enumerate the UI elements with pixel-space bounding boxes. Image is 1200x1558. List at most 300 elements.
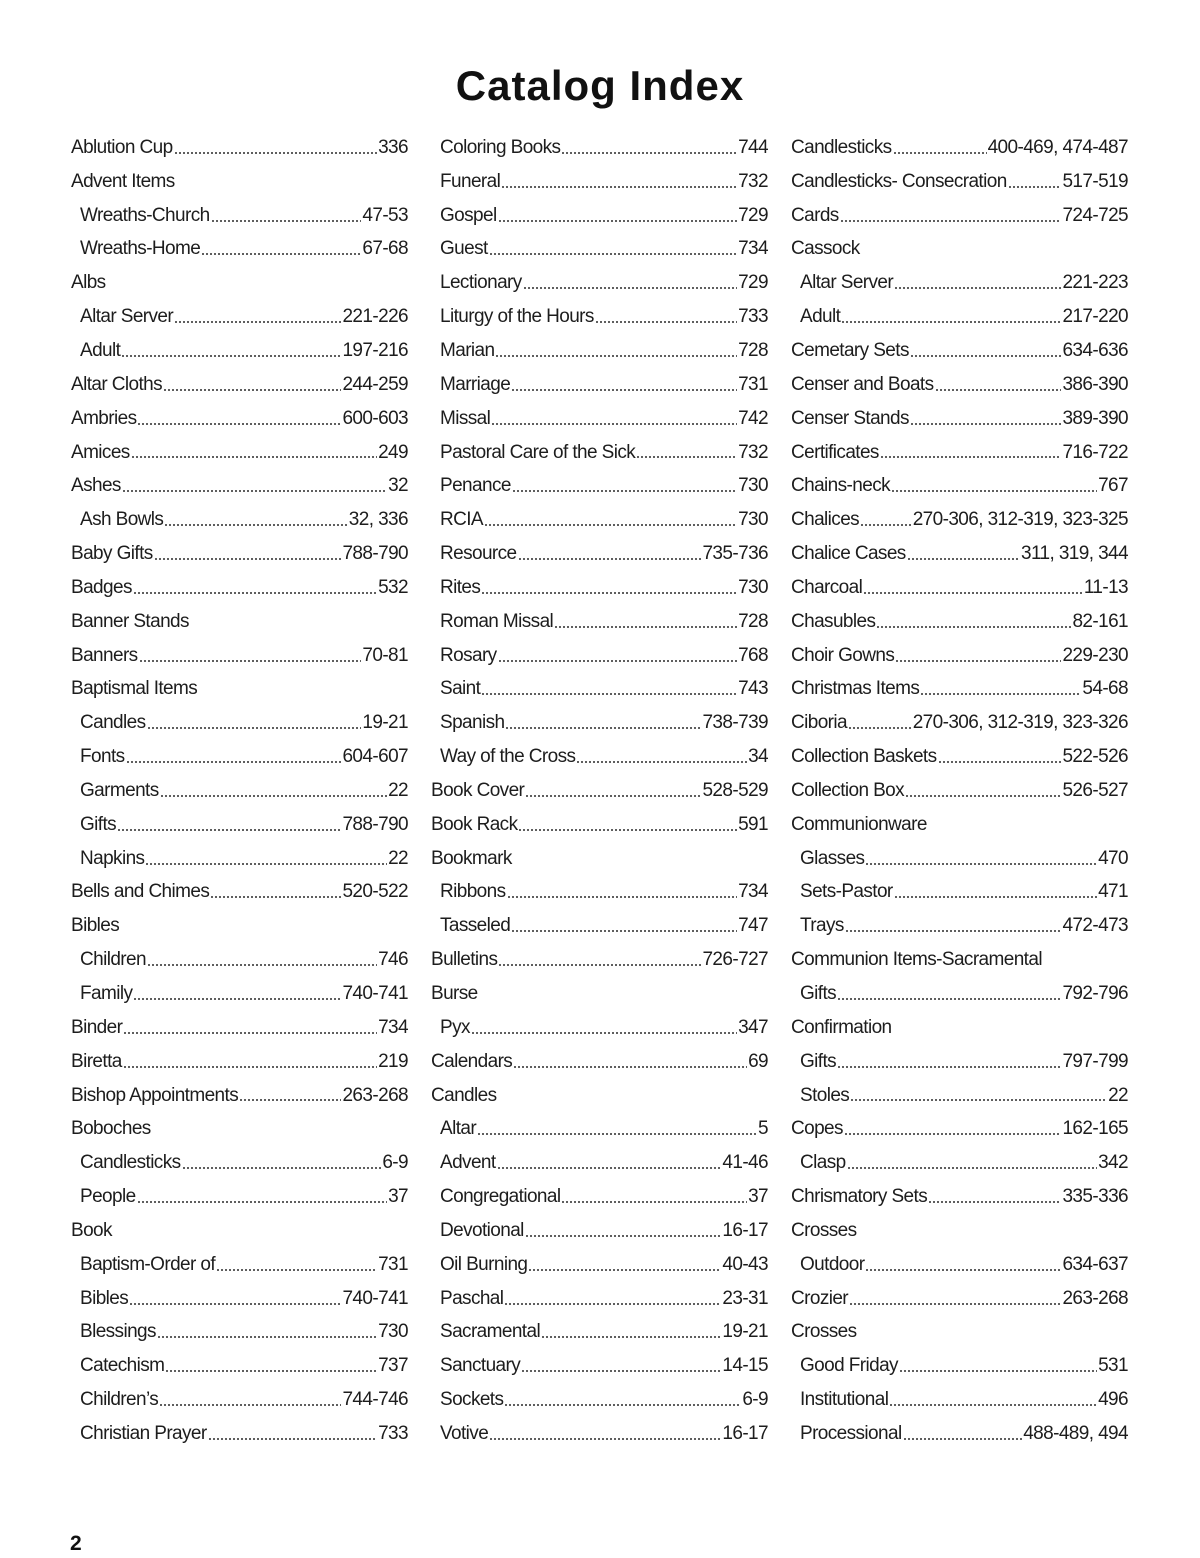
entry-name: Fonts [80, 746, 125, 768]
entry-name: Altar [440, 1118, 477, 1140]
entry-name: Chrismatory Sets [791, 1186, 928, 1208]
entry-pages: 732 [738, 441, 768, 463]
entry-name: Ambries [71, 407, 137, 429]
dot-leader [163, 389, 341, 391]
dot-leader [518, 829, 737, 831]
index-entry [791, 199, 1128, 233]
entry-pages: 600-603 [342, 407, 408, 429]
entry-pages: 526-527 [1062, 779, 1128, 801]
entry-name: Tasseled [440, 915, 511, 937]
index-column-3 [791, 131, 1128, 1451]
entry-pages: 470 [1098, 847, 1128, 869]
entry-name: Pastoral Care of the Sick [440, 441, 636, 463]
entry-pages: 471 [1098, 881, 1128, 903]
dot-leader [164, 524, 347, 526]
entry-pages: 14-15 [722, 1355, 768, 1377]
index-entry [71, 1214, 408, 1248]
entry-name: Altar Cloths [71, 373, 163, 395]
index-entry [71, 571, 408, 605]
dot-leader [910, 355, 1062, 357]
entry-name: Choir Gowns [791, 644, 895, 666]
index-subentry [71, 1248, 408, 1282]
entry-name: Advent [440, 1152, 496, 1174]
entry-name: Sets-Pastor [800, 881, 893, 903]
dot-leader [518, 558, 702, 560]
dot-leader [847, 1167, 1098, 1169]
entry-name: Censer Stands [791, 407, 909, 429]
dot-leader [498, 964, 701, 966]
entry-pages: 730 [738, 475, 768, 497]
entry-pages: 67-68 [362, 238, 408, 260]
index-entry [791, 808, 1128, 842]
entry-pages: 336 [378, 136, 408, 158]
entry-name: Ashes [71, 475, 121, 497]
dot-leader [849, 1303, 1061, 1305]
entry-pages: 731 [378, 1253, 408, 1275]
index-subentry [431, 1383, 768, 1417]
dot-leader [159, 1404, 341, 1406]
dot-leader [865, 1269, 1061, 1271]
entry-name: Sacramental [440, 1321, 541, 1343]
index-subentry [431, 199, 768, 233]
entry-name: Christian Prayer [80, 1422, 207, 1444]
entry-pages: 6-9 [382, 1152, 408, 1174]
index-entry [71, 1011, 408, 1045]
index-entry [71, 469, 408, 503]
entry-pages: 733 [378, 1422, 408, 1444]
index-entry [71, 436, 408, 470]
dot-leader [208, 1438, 377, 1440]
entry-name: Gospel [440, 204, 497, 226]
entry-pages: 728 [738, 339, 768, 361]
dot-leader [126, 761, 342, 763]
index-entry [71, 1112, 408, 1146]
dot-leader [137, 423, 341, 425]
entry-pages: 335-336 [1062, 1186, 1128, 1208]
dot-leader [182, 1167, 382, 1169]
entry-pages: 528-529 [702, 779, 768, 801]
entry-name: Book [71, 1219, 112, 1241]
entry-pages: 742 [738, 407, 768, 429]
dot-leader [511, 389, 737, 391]
entry-name: Gifts [800, 983, 837, 1005]
index-subentry [431, 1282, 768, 1316]
dot-leader [121, 355, 341, 357]
entry-name: Gifts [800, 1050, 837, 1072]
index-entry [71, 266, 408, 300]
index-entry [791, 1011, 1128, 1045]
entry-name: Children [80, 949, 146, 971]
entry-name: Bookmark [431, 847, 512, 869]
entry-pages: 32, 336 [348, 509, 408, 531]
entry-name: Altar Server [800, 272, 894, 294]
entry-name: Book Rack [431, 813, 518, 835]
dot-leader [928, 1201, 1061, 1203]
entry-name: Advent Items [71, 170, 175, 192]
index-entry [791, 1112, 1128, 1146]
dot-leader [511, 930, 737, 932]
dot-leader [129, 1303, 341, 1305]
index-entry [71, 368, 408, 402]
entry-name: Processional [800, 1422, 902, 1444]
dot-leader [891, 490, 1097, 492]
entry-name: Gifts [80, 813, 117, 835]
dot-leader [117, 829, 341, 831]
entry-pages: 731 [738, 373, 768, 395]
entry-name: Communion Items-Sacramental [791, 949, 1042, 971]
dot-leader [481, 592, 737, 594]
entry-pages: 19-21 [722, 1321, 768, 1343]
entry-pages: 400-469, 474-487 [987, 136, 1128, 158]
entry-pages: 532 [378, 576, 408, 598]
entry-name: Coloring Books [440, 136, 561, 158]
dot-leader [147, 964, 377, 966]
entry-name: Trays [800, 915, 844, 937]
entry-name: Rites [440, 576, 481, 598]
entry-pages: 69 [748, 1050, 768, 1072]
index-subentry [431, 605, 768, 639]
index-entry [791, 571, 1128, 605]
index-subentry [431, 571, 768, 605]
entry-pages: 734 [378, 1016, 408, 1038]
entry-pages: 40-43 [722, 1253, 768, 1275]
entry-name: Liturgy of the Hours [440, 306, 594, 328]
index-subentry [71, 1417, 408, 1451]
index-entry [791, 368, 1128, 402]
index-entry [791, 943, 1128, 977]
dot-leader [528, 1269, 721, 1271]
dot-leader [137, 1201, 388, 1203]
entry-pages: 472-473 [1062, 915, 1128, 937]
index-subentry [71, 1316, 408, 1350]
entry-pages: 746 [378, 949, 408, 971]
entry-name: Biretta [71, 1050, 122, 1072]
entry-pages: 162-165 [1062, 1118, 1128, 1140]
entry-pages: 517-519 [1062, 170, 1128, 192]
entry-name: Candles [431, 1084, 497, 1106]
entry-name: Missal [440, 407, 491, 429]
entry-name: Catechism [80, 1355, 165, 1377]
index-entry [431, 1079, 768, 1113]
entry-name: Spanish [440, 712, 505, 734]
index-entry [791, 131, 1128, 165]
entry-name: Adult [800, 306, 841, 328]
dot-leader [165, 1370, 377, 1372]
entry-name: Family [80, 983, 133, 1005]
index-subentry [431, 740, 768, 774]
entry-pages: 522-526 [1062, 746, 1128, 768]
index-subentry [71, 1282, 408, 1316]
entry-name: Certificates [791, 441, 879, 463]
index-subentry [791, 1349, 1128, 1383]
entry-pages: 724-725 [1062, 204, 1128, 226]
entry-name: Chalice Cases [791, 543, 906, 565]
entry-pages: 11-13 [1083, 576, 1128, 598]
index-subentry [431, 1349, 768, 1383]
entry-pages: 591 [738, 813, 768, 835]
entry-pages: 270-306, 312-319, 323-325 [912, 509, 1128, 531]
entry-name: Votive [440, 1422, 489, 1444]
entry-pages: 217-220 [1062, 306, 1128, 328]
dot-leader [484, 524, 737, 526]
dot-leader [525, 795, 701, 797]
dot-leader [504, 1404, 741, 1406]
entry-pages: 37 [748, 1186, 768, 1208]
entry-pages: 743 [738, 678, 768, 700]
dot-leader [512, 490, 737, 492]
entry-name: Sanctuary [440, 1355, 521, 1377]
dot-leader [501, 186, 737, 188]
entry-name: Napkins [80, 847, 145, 869]
index-entry [791, 233, 1128, 267]
entry-pages: 496 [1098, 1389, 1128, 1411]
entry-name: Devotional [440, 1219, 524, 1241]
index-subentry [431, 469, 768, 503]
index-subentry [791, 842, 1128, 876]
dot-leader [850, 1099, 1107, 1101]
entry-name: Clasp [800, 1152, 846, 1174]
dot-leader [489, 253, 737, 255]
entry-name: Cemetary Sets [791, 339, 909, 361]
entry-name: Chains-neck [791, 475, 891, 497]
entry-pages: 744 [738, 136, 768, 158]
index-subentry [431, 266, 768, 300]
dot-leader [844, 1133, 1062, 1135]
entry-name: Marriage [440, 373, 511, 395]
entry-name: Communionware [791, 813, 927, 835]
entry-pages: 729 [738, 204, 768, 226]
dot-leader [920, 693, 1081, 695]
entry-pages: 22 [388, 847, 408, 869]
entry-pages: 733 [738, 306, 768, 328]
index-subentry [431, 368, 768, 402]
index-subentry [71, 334, 408, 368]
entry-name: Funeral [440, 170, 501, 192]
index-subentry [791, 1079, 1128, 1113]
index-subentry [431, 639, 768, 673]
index-subentry [791, 977, 1128, 1011]
entry-name: Wreaths-Church [80, 204, 210, 226]
index-subentry [71, 943, 408, 977]
entry-pages: 488-489, 494 [1023, 1422, 1128, 1444]
entry-pages: 740-741 [342, 983, 408, 1005]
entry-name: Altar Server [80, 306, 174, 328]
entry-pages: 604-607 [342, 746, 408, 768]
index-subentry [71, 774, 408, 808]
entry-name: Baptism-Order of [80, 1253, 216, 1275]
index-subentry [791, 1417, 1128, 1451]
dot-leader [145, 863, 387, 865]
entry-name: Banner Stands [71, 610, 189, 632]
entry-name: Collection Baskets [791, 746, 937, 768]
index-subentry [791, 876, 1128, 910]
dot-leader [837, 998, 1061, 1000]
dot-leader [477, 1133, 757, 1135]
index-subentry [431, 300, 768, 334]
entry-pages: 54-68 [1082, 678, 1128, 700]
index-column-1 [71, 131, 408, 1451]
dot-leader [848, 727, 912, 729]
dot-leader [174, 321, 341, 323]
entry-pages: 737 [378, 1355, 408, 1377]
index-entry [71, 1045, 408, 1079]
index-entry [431, 977, 768, 1011]
index-subentry [431, 1214, 768, 1248]
entry-pages: 23-31 [722, 1287, 768, 1309]
entry-name: Ablution Cup [71, 136, 173, 158]
entry-pages: 22 [1108, 1084, 1128, 1106]
entry-pages: 788-790 [342, 543, 408, 565]
entry-pages: 249 [378, 441, 408, 463]
index-subentry [791, 266, 1128, 300]
dot-leader [131, 456, 377, 458]
dot-leader [880, 456, 1062, 458]
entry-name: Outdoor [800, 1253, 865, 1275]
entry-pages: 41-46 [722, 1152, 768, 1174]
entry-pages: 767 [1098, 475, 1128, 497]
index-subentry [71, 808, 408, 842]
index-subentry [431, 503, 768, 537]
entry-name: Crozier [791, 1287, 849, 1309]
entry-name: Bulletins [431, 949, 498, 971]
entry-pages: 34 [748, 746, 768, 768]
entry-name: Candles [80, 712, 146, 734]
dot-leader [504, 1303, 721, 1305]
dot-leader [513, 1066, 747, 1068]
index-subentry [71, 199, 408, 233]
entry-pages: 520-522 [342, 881, 408, 903]
dot-leader [541, 1336, 721, 1338]
entry-pages: 229-230 [1062, 644, 1128, 666]
dot-leader [147, 727, 362, 729]
entry-pages: 730 [378, 1321, 408, 1343]
index-column-2 [431, 131, 768, 1451]
index-subentry [431, 402, 768, 436]
entry-pages: 730 [738, 509, 768, 531]
entry-name: Baby Gifts [71, 543, 153, 565]
index-entry [791, 1180, 1128, 1214]
index-subentry [431, 1112, 768, 1146]
index-subentry [71, 842, 408, 876]
entry-name: Way of the Cross [440, 746, 576, 768]
dot-leader [595, 321, 737, 323]
index-entry [71, 165, 408, 199]
index-entry [791, 1214, 1128, 1248]
entry-pages: 270-306, 312-319, 323-326 [912, 712, 1128, 734]
index-entry [71, 1079, 408, 1113]
index-subentry [431, 1180, 768, 1214]
entry-pages: 47-53 [362, 204, 408, 226]
dot-leader [860, 524, 912, 526]
entry-name: Candlesticks [80, 1152, 181, 1174]
index-entry [791, 402, 1128, 436]
entry-pages: 197-216 [342, 339, 408, 361]
entry-pages: 728 [738, 610, 768, 632]
entry-name: Glasses [800, 847, 865, 869]
entry-name: Chalices [791, 509, 860, 531]
entry-pages: 263-268 [1062, 1287, 1128, 1309]
entry-name: Badges [71, 576, 132, 598]
index-subentry [431, 876, 768, 910]
index-entry [791, 436, 1128, 470]
entry-pages: 734 [738, 881, 768, 903]
index-subentry [431, 909, 768, 943]
index-entry [71, 537, 408, 571]
entry-pages: 221-223 [1062, 272, 1128, 294]
entry-name: Baptismal Items [71, 678, 198, 700]
entry-name: Sockets [440, 1389, 504, 1411]
entry-name: Bishop Appointments [71, 1084, 239, 1106]
dot-leader [523, 287, 737, 289]
index-subentry [791, 1045, 1128, 1079]
dot-leader [845, 930, 1062, 932]
entry-pages: 311, 319, 344 [1020, 543, 1128, 565]
index-entry [791, 469, 1128, 503]
index-subentry [71, 503, 408, 537]
entry-name: Ribbons [440, 881, 506, 903]
dot-leader [481, 693, 737, 695]
dot-leader [561, 152, 737, 154]
entry-name: Burse [431, 983, 478, 1005]
index-subentry [71, 1180, 408, 1214]
dot-leader [893, 152, 987, 154]
index-entry [71, 639, 408, 673]
entry-pages: 747 [738, 915, 768, 937]
entry-name: Ciboria [791, 712, 847, 734]
index-subentry [431, 673, 768, 707]
dot-leader [554, 626, 737, 628]
entry-name: Calendars [431, 1050, 513, 1072]
entry-name: Good Friday [800, 1355, 898, 1377]
index-entry [431, 808, 768, 842]
dot-leader [157, 1336, 377, 1338]
entry-pages: 797-799 [1062, 1050, 1128, 1072]
entry-name: Congregational [440, 1186, 561, 1208]
index-subentry [431, 1248, 768, 1282]
index-subentry [431, 165, 768, 199]
dot-leader [497, 1167, 722, 1169]
index-entry [791, 605, 1128, 639]
index-entry [791, 334, 1128, 368]
index-entry [791, 503, 1128, 537]
entry-pages: 342 [1098, 1152, 1128, 1174]
entry-pages: 634-637 [1062, 1253, 1128, 1275]
entry-name: Book Cover [431, 779, 525, 801]
dot-leader [889, 1404, 1097, 1406]
dot-leader [211, 220, 362, 222]
entry-name: RCIA [440, 509, 483, 531]
dot-leader [903, 1438, 1023, 1440]
dot-leader [123, 1066, 377, 1068]
entry-pages: 219 [378, 1050, 408, 1072]
index-subentry [71, 1349, 408, 1383]
entry-pages: 19-21 [362, 712, 408, 734]
index-entry [791, 1282, 1128, 1316]
index-entry [791, 673, 1128, 707]
entry-pages: 5 [758, 1118, 768, 1140]
dot-leader [907, 558, 1020, 560]
entry-pages: 744-746 [342, 1389, 408, 1411]
entry-pages: 386-390 [1062, 373, 1128, 395]
entry-pages: 16-17 [722, 1219, 768, 1241]
index-subentry [791, 1383, 1128, 1417]
index-subentry [431, 1417, 768, 1451]
entry-name: Crosses [791, 1219, 857, 1241]
index-entry [71, 876, 408, 910]
entry-pages: 263-268 [342, 1084, 408, 1106]
entry-name: Children’s [80, 1389, 159, 1411]
entry-name: Crosses [791, 1321, 857, 1343]
